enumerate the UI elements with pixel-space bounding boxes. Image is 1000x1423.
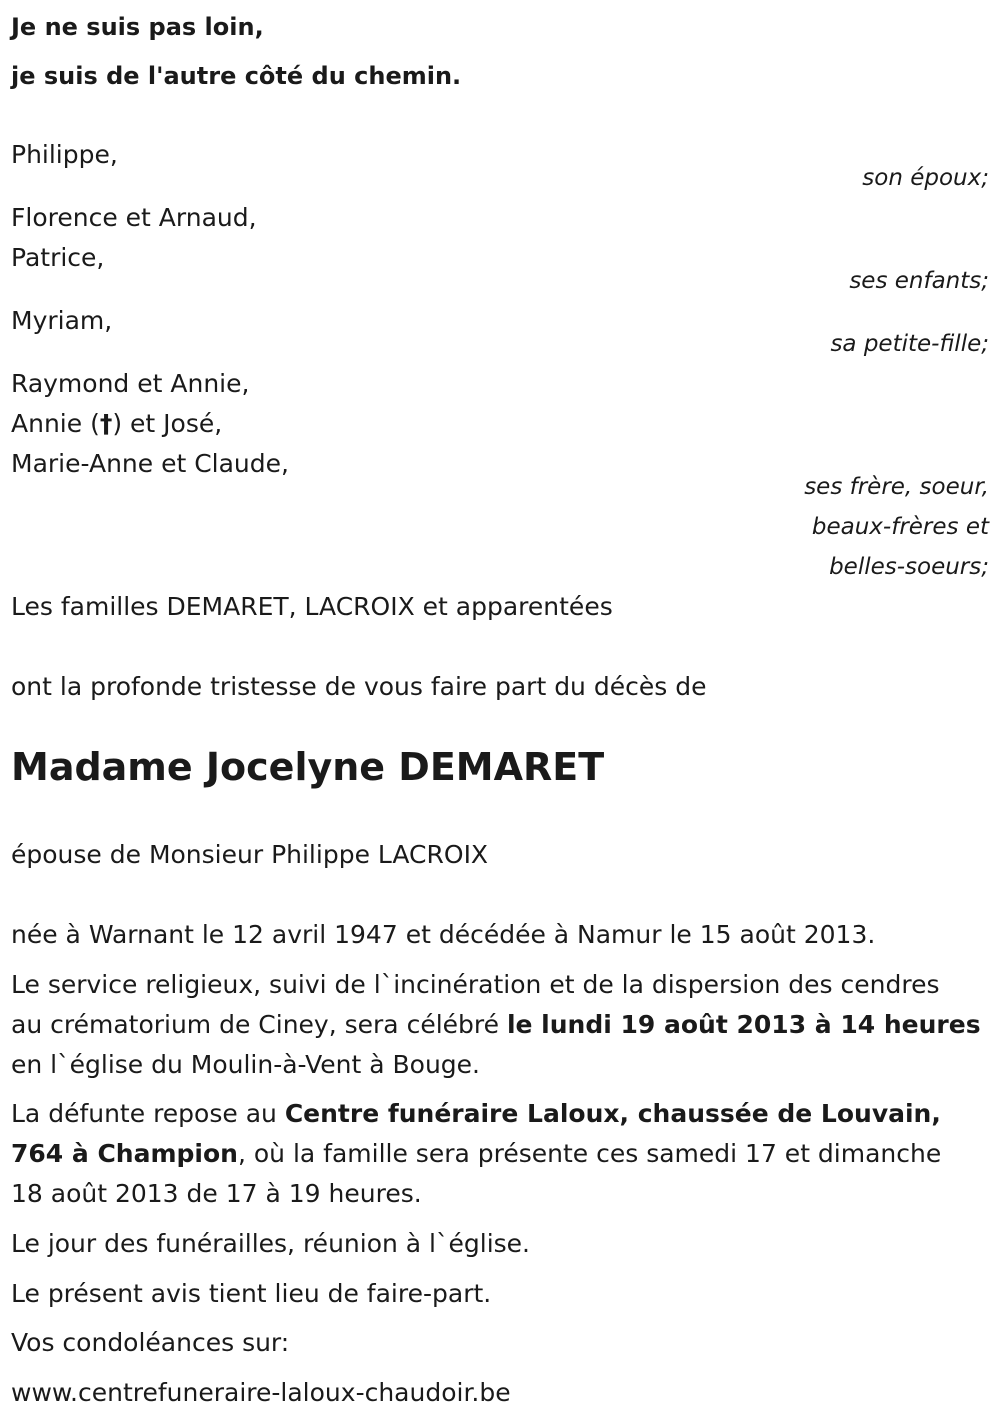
child-1: Florence et Arnaud, bbox=[11, 203, 257, 232]
sibling-3: Marie-Anne et Claude, bbox=[11, 449, 289, 478]
sibling-2 bbox=[11, 409, 222, 439]
siblings-relation-1: ses frère, soeur, bbox=[804, 474, 989, 500]
families-line: Les familles DEMARET, LACROIX et apparentées bbox=[11, 592, 613, 621]
sibling-2-name: Annie ( bbox=[11, 409, 100, 438]
rest-line-1 bbox=[11, 1099, 941, 1129]
funeral-day: Le jour des funérailles, réunion à l`église. bbox=[11, 1229, 530, 1258]
service-line-3: en l`église du Moulin-à-Vent à Bouge. bbox=[11, 1050, 481, 1079]
rest-line-3: 18 août 2013 de 17 à 19 heures. bbox=[11, 1179, 422, 1208]
deceased-name: Madame Jocelyne DEMARET bbox=[11, 745, 605, 789]
rest-line-1-text: La défunte repose au bbox=[11, 1099, 285, 1128]
siblings-relation-3: belles-soeurs; bbox=[829, 554, 989, 580]
funeral-home: Centre funéraire Laloux, chaussée de Louvain, bbox=[284, 1099, 941, 1128]
siblings-relation-2: beaux-frères et bbox=[811, 514, 989, 540]
cross-icon: † bbox=[99, 409, 113, 438]
motto-line-1: Je ne suis pas loin, bbox=[11, 13, 264, 41]
grandchild-name: Myriam, bbox=[11, 306, 113, 335]
sibling-2-rest: ) et José, bbox=[112, 409, 223, 438]
spouse-name: Philippe, bbox=[11, 140, 118, 169]
announcement: ont la profonde tristesse de vous faire part du décès de bbox=[11, 672, 707, 701]
service-line-2-text: au crématorium de Ciney, sera célébré bbox=[11, 1010, 507, 1039]
birth-death: née à Warnant le 12 avril 1947 et décédée à Namur le 15 août 2013. bbox=[11, 920, 876, 949]
service-line-1: Le service religieux, suivi de l`incinération et de la dispersion des cendres bbox=[11, 970, 940, 999]
service-line-2 bbox=[11, 1010, 981, 1040]
sibling-1: Raymond et Annie, bbox=[11, 369, 250, 398]
spouse-of: épouse de Monsieur Philippe LACROIX bbox=[11, 840, 489, 869]
website-link[interactable]: www.centrefuneraire-laloux-chaudoir.be bbox=[11, 1378, 511, 1407]
condolences-line: Vos condoléances sur: bbox=[11, 1328, 290, 1357]
funeral-home-address: 764 à Champion bbox=[11, 1139, 238, 1168]
child-2: Patrice, bbox=[11, 243, 105, 272]
grandchild-relation: sa petite-fille; bbox=[830, 331, 989, 357]
rest-line-2 bbox=[11, 1139, 941, 1169]
spouse-relation: son époux; bbox=[862, 165, 989, 191]
children-relation: ses enfants; bbox=[849, 268, 989, 294]
notice-line: Le présent avis tient lieu de faire-part. bbox=[11, 1279, 492, 1308]
rest-line-2-text: , où la famille sera présente ces samedi 17 et dimanche bbox=[237, 1139, 942, 1168]
motto-line-2: je suis de l'autre côté du chemin. bbox=[11, 62, 462, 90]
service-date: le lundi 19 août 2013 à 14 heures bbox=[506, 1010, 981, 1039]
